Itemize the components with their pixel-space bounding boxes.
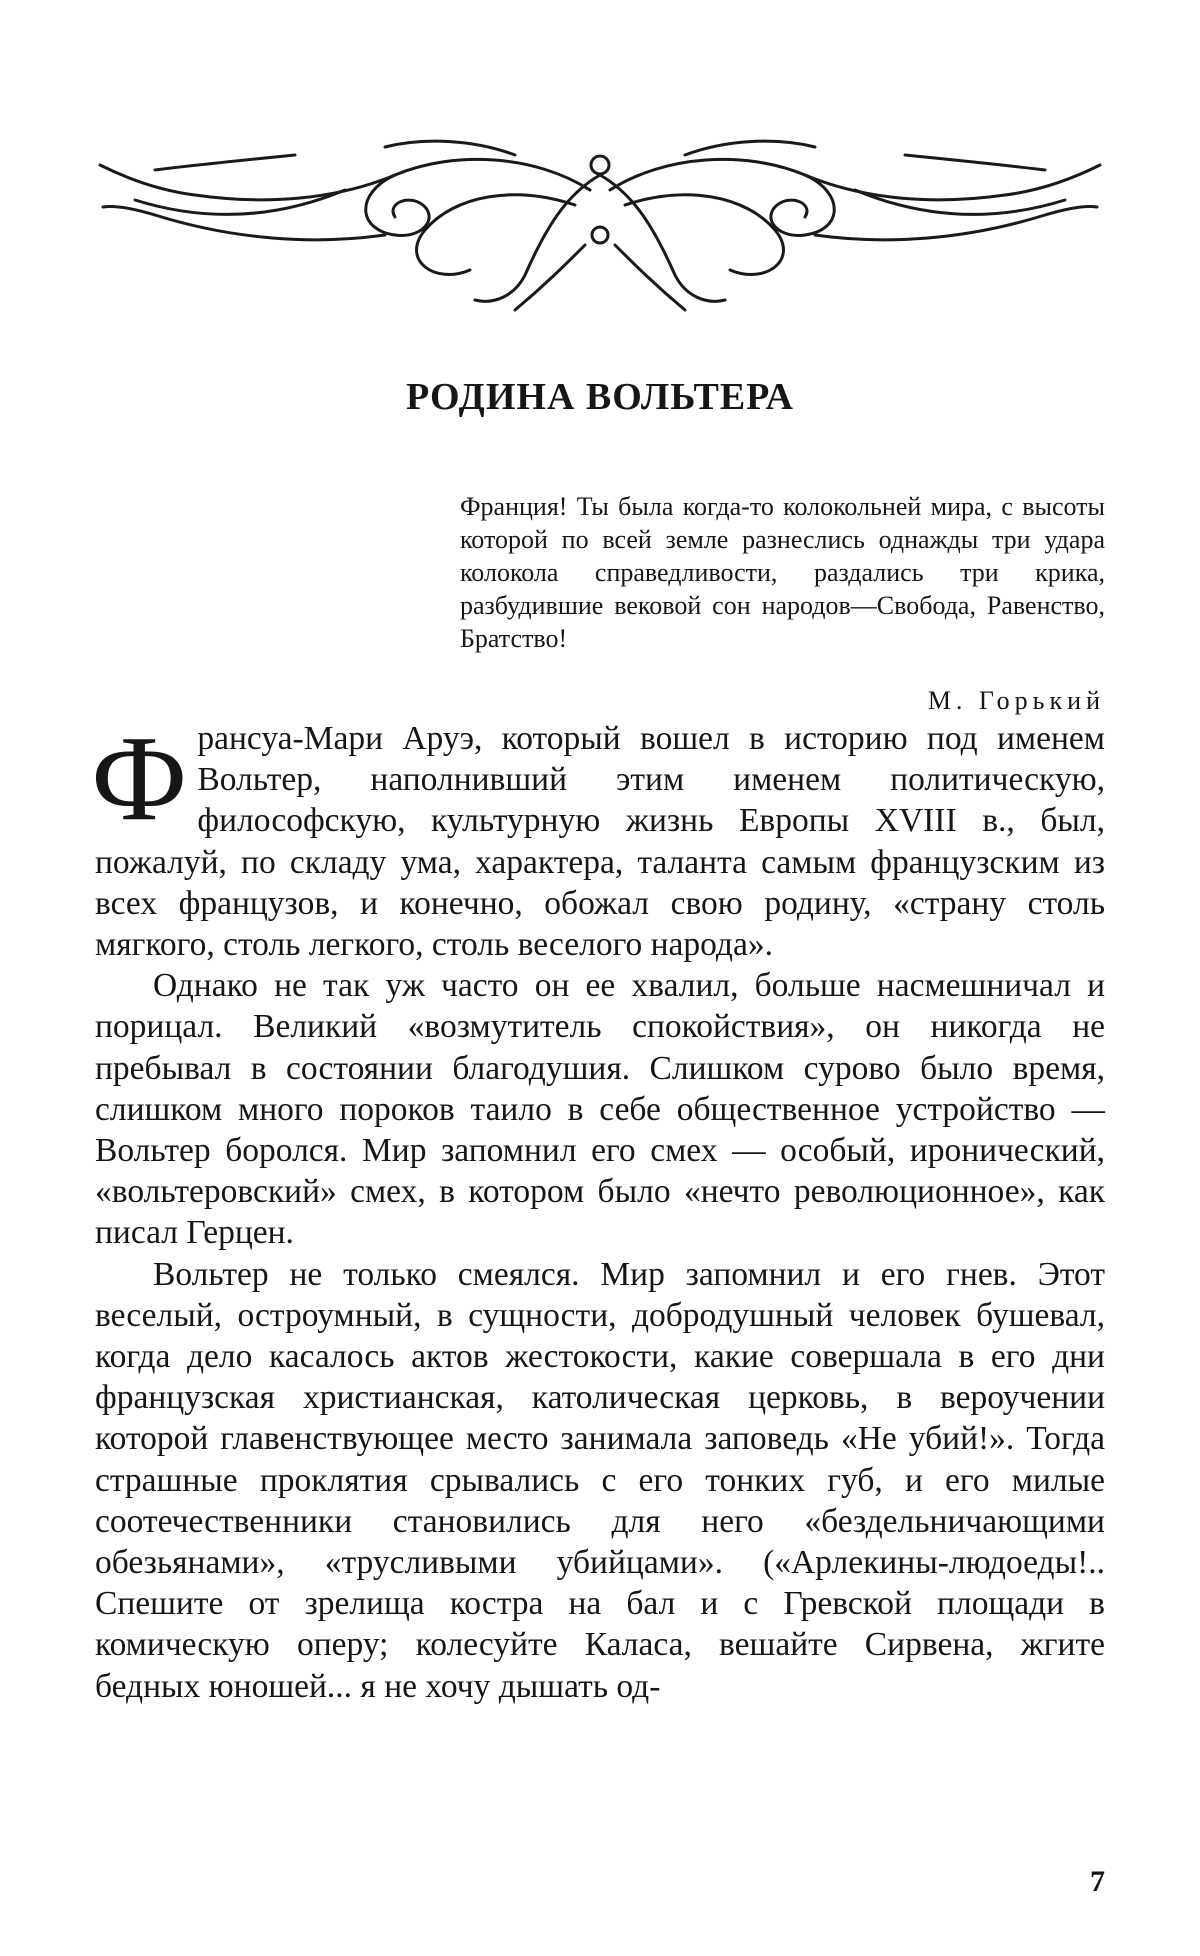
main-text — [91, 711, 1105, 1707]
drop-cap: Ф — [91, 711, 188, 846]
paragraph-2: Однако не так уж часто он ее хвалил, больше насмешничал и порицал. Великий «возмутитель спокойствия», он никогда не пребывал в состоянии благодушия. Слишком сурово было время, слишком много пороков таило в себе общественное устройство — Вольтер боролся. Мир запомнил его смех — особый, иронический, «вольтеровский» смех, в котором было «нечто революционное», как писал Герцен. — [95, 967, 1105, 1252]
chapter-title: РОДИНА ВОЛЬТЕРА — [406, 376, 794, 418]
epigraph-text: Франция! Ты была когда-то колокольней мира, с высоты которой по всей земле разнеслись однажды три удара колокола справедливости, раздались три крика, разбудившие вековой сон народов—Свобода, Равенство, Братство! — [460, 492, 1105, 653]
epigraph-author: М. Горький — [927, 686, 1105, 715]
page-number: 7 — [1090, 1865, 1105, 1898]
paragraph-3: Вольтер не только смеялся. Мир запомнил и его гнев. Этот веселый, остроумный, в сущности, добродушный человек бушевал, когда дело касалось актов жестокости, какие совершала в его дни французская христианская, католическая церковь, в вероучении которой главенствующее место занимала заповедь «Не убий!». Тогда страшные проклятия срывались с его тонких губ, и его милые соотечественники становились для него «бездельничающими обезьянами», «трусливыми убийцами». («Арлекины-людоеды!.. Спешите от зрелища костра на бал и с Гревской площади в комическую оперу; колесуйте Каласа, вешайте Сирвена, жгите бедных юношей... я не хочу дышать од- — [95, 1255, 1105, 1705]
paragraph-1 — [91, 711, 1105, 965]
ornamental-flourish-icon — [95, 135, 1105, 315]
paragraph-1-text: рансуа-Мари Аруэ, который вошел в историю под именем Вольтер, наполнивший этим именем политическую, философскую, культурную жизнь Европы XVIII в., был, пожалуй, по складу ума, характера, таланта самым французским из всех французов, и конечно, обожал свою родину, «страну столь мягкого, столь легкого, столь веселого народа». — [95, 720, 1105, 964]
